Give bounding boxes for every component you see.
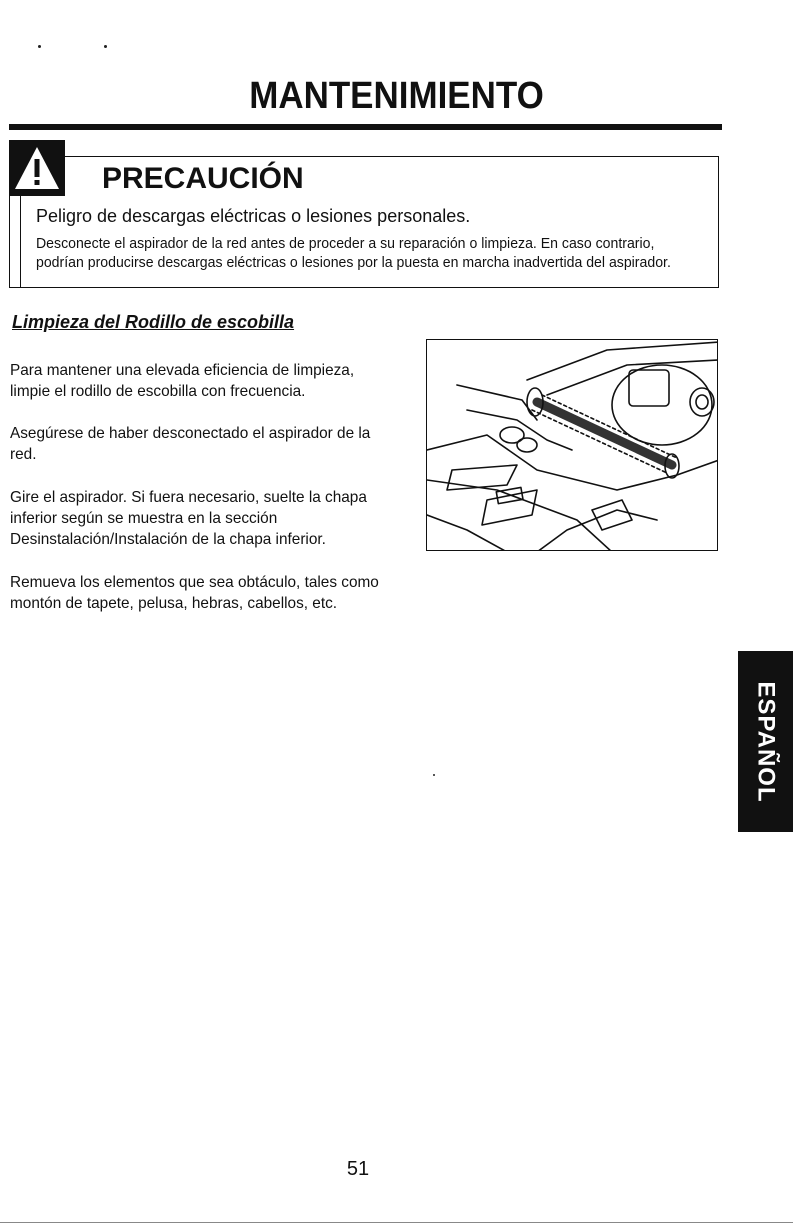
- warning-triangle-icon: [9, 140, 65, 196]
- section-heading: Limpieza del Rodillo de escobilla: [12, 312, 295, 332]
- caution-box: [9, 156, 719, 288]
- paragraph-unplug: Asegúrese de haber desconectado el aspirador de la red.: [10, 425, 371, 463]
- print-speck: [433, 774, 435, 776]
- print-speck: [38, 45, 41, 48]
- paragraph-remove-debris: Remueva los elementos que sea obtáculo, tales como montón de tapete, pelusa, hebras, cabellos, etc.: [10, 574, 379, 612]
- paragraph-turn-over: Gire el aspirador. Si fuera necesario, suelte la chapa inferior según se muestra en la sección Desinstalación/Instalación de la chapa inferior.: [10, 489, 367, 548]
- page-number: 51: [346, 1158, 370, 1180]
- brush-roll-cleaning-illustration: [426, 339, 718, 551]
- language-tab: [738, 651, 793, 832]
- page-title: MANTENIMIENTO: [249, 75, 544, 117]
- paragraph-efficiency: Para mantener una elevada eficiencia de limpieza, limpie el rodillo de escobilla con frecuencia.: [10, 362, 355, 400]
- caution-lead-text: Peligro de descargas eléctricas o lesiones personales.: [36, 206, 471, 226]
- title-rule: [9, 124, 722, 130]
- caution-title: PRECAUCIÓN: [102, 162, 304, 195]
- caution-body-text: Desconecte el aspirador de la red antes de proceder a su reparación o limpieza. En caso contrario, podrían producirse descargas eléctricas o lesiones por la puesta en marcha inadvertida del aspirador.: [36, 235, 671, 271]
- bottom-rule: [0, 1222, 793, 1223]
- print-speck: [104, 45, 107, 48]
- language-tab-label: ESPAÑOL: [752, 680, 780, 803]
